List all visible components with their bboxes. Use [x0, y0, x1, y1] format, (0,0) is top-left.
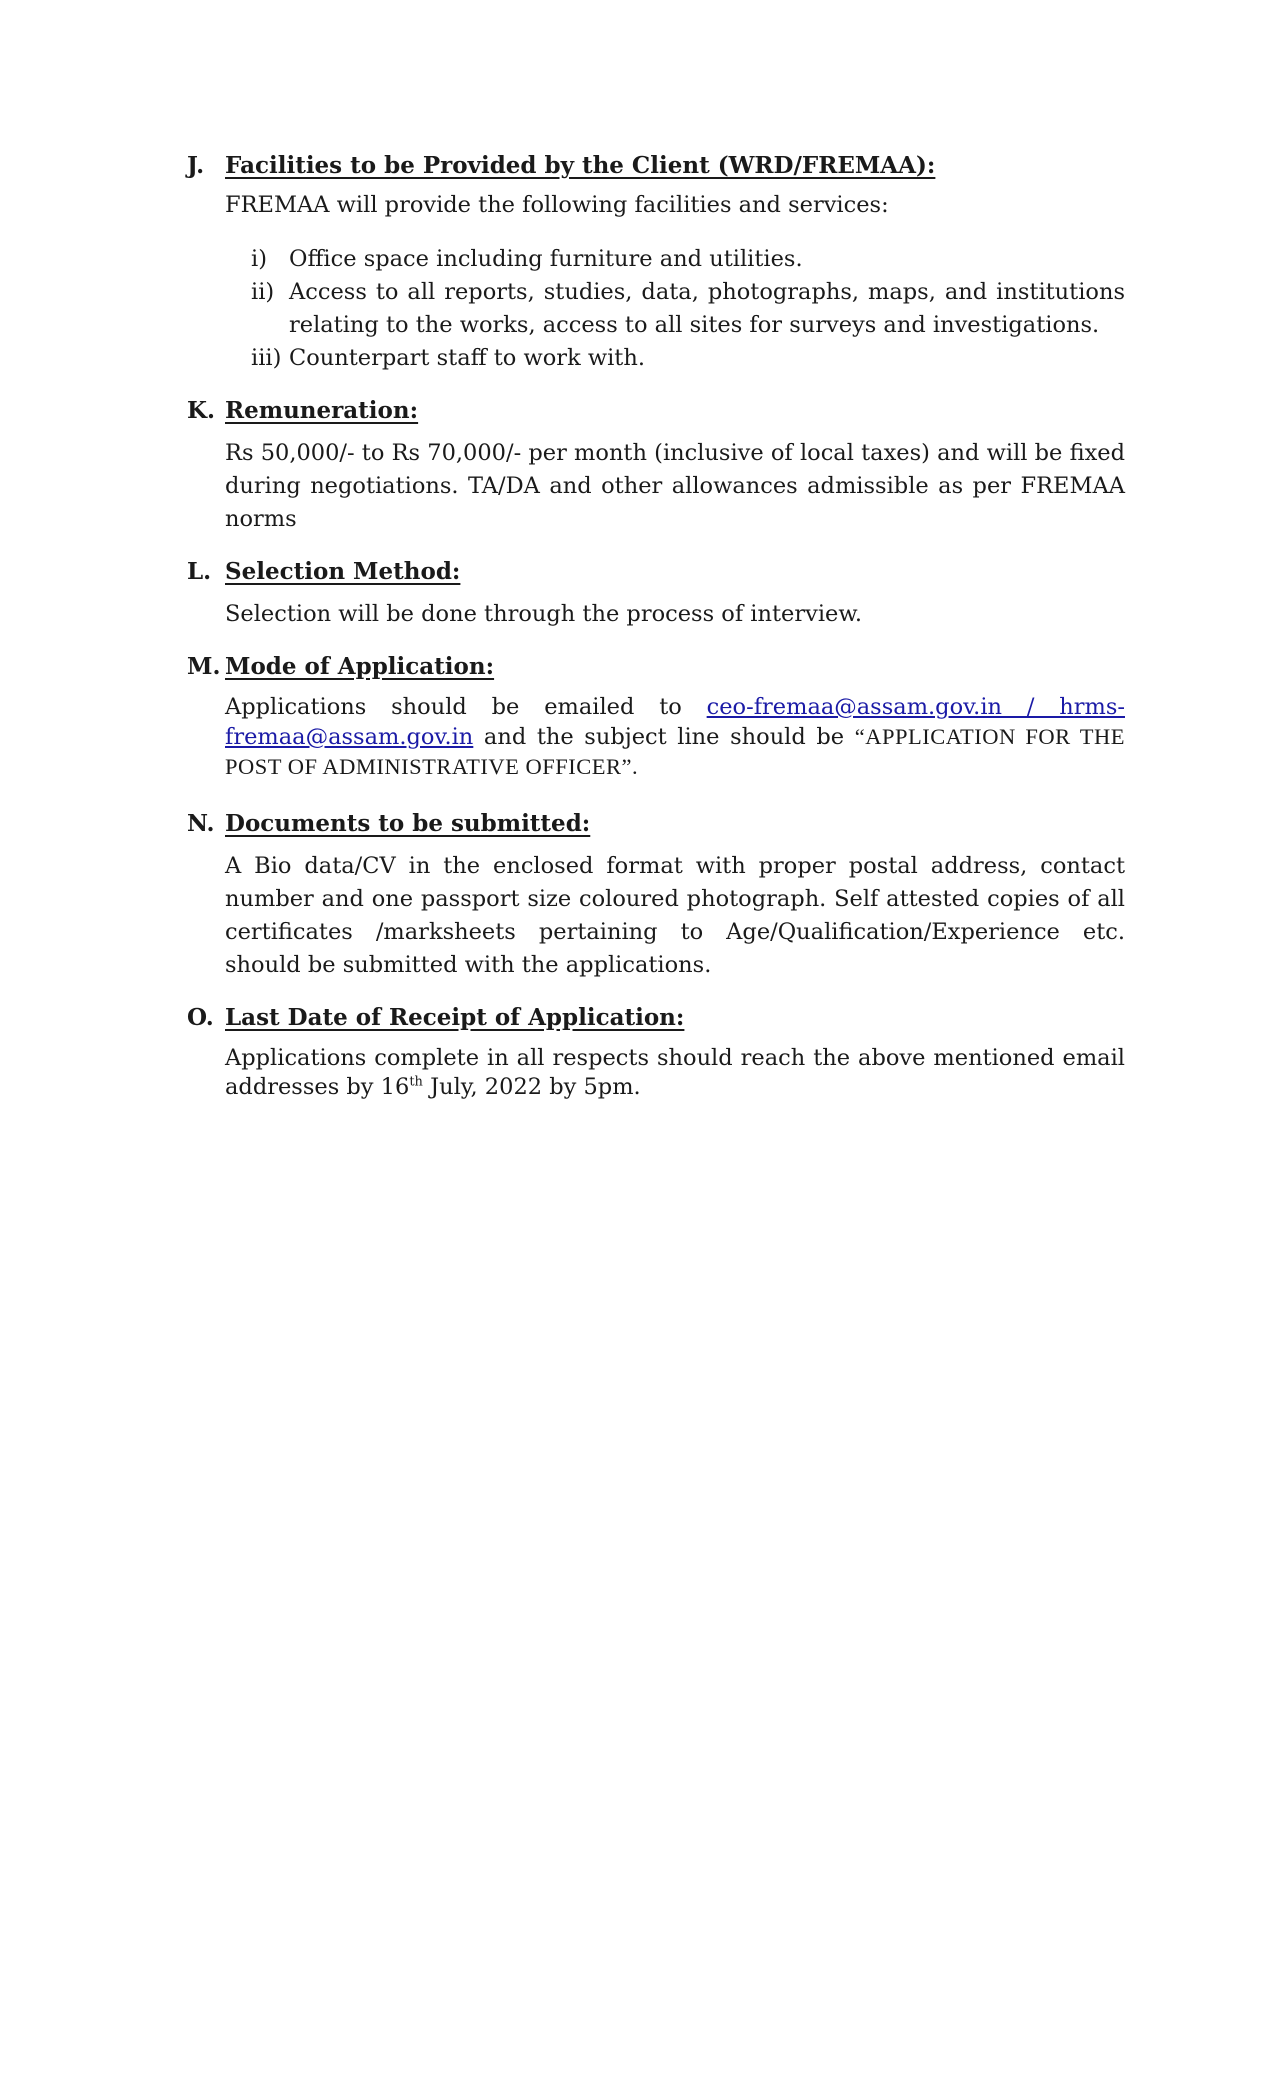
section-heading [187, 808, 1125, 840]
body-text-before: Applications should be emailed to [225, 694, 707, 720]
body-text-before: Applications complete in all respects should reach the above mentioned email addresses by [225, 1045, 1125, 1100]
section-title: Mode of Application: [225, 653, 495, 680]
list-item-text: Office space including furniture and utilities. [289, 246, 803, 272]
section-letter: J. [187, 152, 205, 179]
section-letter: M. [187, 653, 221, 680]
section-letter: O. [187, 1004, 214, 1031]
section-title: Documents to be submitted: [225, 810, 591, 837]
section-title: Last Date of Receipt of Application: [225, 1004, 685, 1031]
list-item-number: iii) [251, 345, 282, 371]
section-title: Selection Method: [225, 558, 461, 585]
section-heading [187, 395, 1125, 427]
deadline-day: 16 [380, 1074, 410, 1100]
section-letter: N. [187, 810, 215, 837]
section-body: Rs 50,000/- to Rs 70,000/- per month (inclusive of local taxes) and will be fixed during negotiations. TA/DA and other allowances admissible as per FREMAA norms [225, 440, 1125, 532]
section-body [225, 693, 1125, 782]
section-mode-of-application [187, 651, 1125, 782]
section-selection-method [187, 556, 1125, 631]
list-item [251, 243, 1125, 276]
list-item-number: i) [251, 246, 267, 272]
list-item-number: ii) [251, 279, 275, 305]
subject-line-text: “APPLICATION FOR THE POST OF ADMINISTRATIVE OFFICER”. [225, 724, 1125, 779]
email-link[interactable]: ceo-fremaa@assam.gov.in / hrms-fremaa@assam.gov.in [225, 694, 1125, 750]
list-item [251, 342, 1125, 375]
section-last-date [187, 1002, 1125, 1102]
body-text-after: July, 2022 by 5pm. [422, 1074, 641, 1100]
section-body: Selection will be done through the process of interview. [225, 601, 863, 627]
list-item [251, 276, 1125, 342]
deadline-day-suffix: th [409, 1074, 423, 1090]
facilities-list [251, 243, 1125, 375]
section-facilities [187, 150, 1125, 375]
section-heading [187, 556, 1125, 588]
section-letter: L. [187, 558, 212, 585]
section-heading [187, 150, 1125, 182]
section-remuneration [187, 395, 1125, 536]
list-item-text: Counterpart staff to work with. [289, 345, 645, 371]
section-letter: K. [187, 397, 215, 424]
section-title: Remuneration: [225, 397, 419, 424]
section-heading [187, 651, 1125, 683]
section-intro: FREMAA will provide the following facilities and services: [225, 192, 889, 218]
list-item-text: Access to all reports, studies, data, photographs, maps, and institutions relating to the works, access to all sites for surveys and investigations. [289, 279, 1125, 338]
section-body [225, 1044, 1125, 1102]
section-title: Facilities to be Provided by the Client (WRD/FREMAA): [225, 152, 936, 179]
section-body: A Bio data/CV in the enclosed format with proper postal address, contact number and one passport size coloured photograph. Self attested copies of all certificates /marksheets pertaining to Age/Qualification/Experience etc. should be submitted with the applications. [225, 853, 1125, 978]
section-documents [187, 808, 1125, 982]
section-heading [187, 1002, 1125, 1034]
body-text-middle: and the subject line should be [473, 724, 855, 750]
